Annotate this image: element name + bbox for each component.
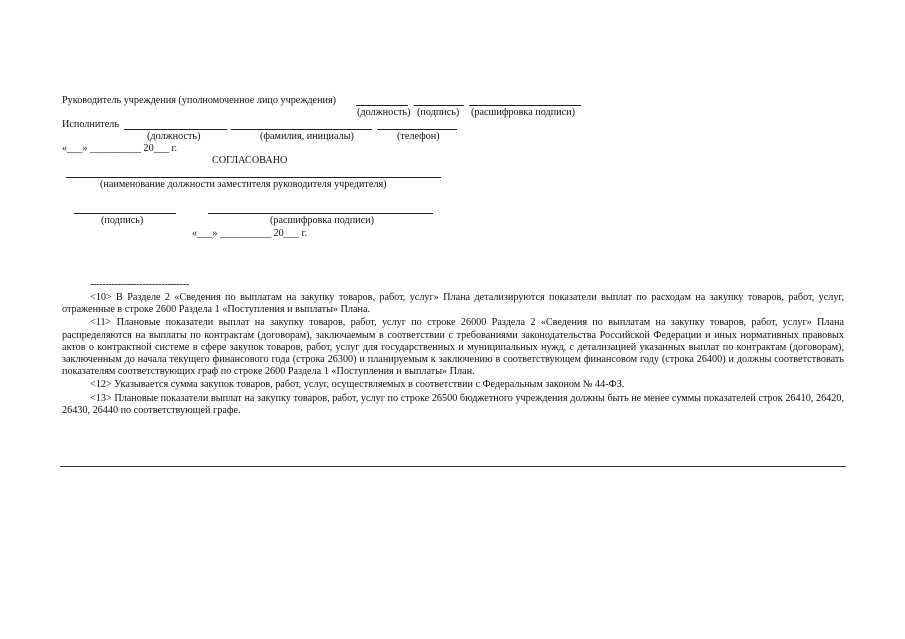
footnotes-block <box>62 292 844 418</box>
approval-signature-caption: (подпись) <box>101 215 144 226</box>
page-bottom-rule <box>60 466 846 467</box>
approval-decoding-line <box>208 213 433 214</box>
footnote-12: <12> Указывается сумма закупок товаров, работ, услуг, осуществляемых в соответствии с Федеральным законом № 44-ФЗ. <box>90 379 625 391</box>
executor-label: Исполнитель <box>62 119 119 130</box>
approval-deputy-line <box>66 177 441 178</box>
head-decoding-caption: (расшифровка подписи) <box>471 107 575 118</box>
head-signature-line <box>414 105 464 106</box>
footnote-10: <10> В Разделе 2 «Сведения по выплатам на закупку товаров, работ, услуг» Плана детализируются показатели выплат по расходам на закупку товаров, работ, услуг, отраженные в строке 2600 Раздела 1 «Поступления и выплаты» Плана. <box>62 292 844 316</box>
head-signature-caption: (подпись) <box>417 107 460 118</box>
approval-signature-line <box>74 213 176 214</box>
head-position-line <box>356 105 408 106</box>
head-position-caption: (должность) <box>357 107 411 118</box>
approval-date-line: «___» __________ 20___ г. <box>192 228 308 239</box>
footnote-11: <11> Плановые показатели выплат на закупку товаров, работ, услуг по строке 26000 Раздела 2 «Сведения по выплатам на закупку товаров, работ, услуг» Плана распределяются на выплаты по контрактам (договорам), заключаемым в соответствии с требованиями законодательства Российской Федерации и иных нормативных правовых актов о контрактной системе в сфере закупок товаров, работ, услуг для государственных и муниципальных нужд, с детализацией указанных выплат по контрактам (договорам), заключенным до начала текущего финансового года (строка 26300) и планируемым к заключению в соответствующем финансовом году (строка 26400) и должны соответствовать показателям соответствующих граф по строке 2600 Раздела 1 «Поступления и выплаты» План. <box>62 317 844 378</box>
approval-decoding-caption: (расшифровка подписи) <box>270 215 374 226</box>
head-decoding-line <box>469 105 581 106</box>
executor-date-line: «___» __________ 20___ г. <box>62 143 178 154</box>
executor-phone-caption: (телефон) <box>397 131 440 142</box>
executor-position-caption: (должность) <box>147 131 201 142</box>
approval-title: СОГЛАСОВАНО <box>212 155 288 166</box>
executor-phone-line <box>377 129 457 130</box>
head-label: Руководитель учреждения (уполномоченное лицо учреждения) <box>62 95 337 106</box>
executor-name-line <box>231 129 372 130</box>
footnote-separator: -------------------------------- <box>90 279 189 290</box>
footnote-13: <13> Плановые показатели выплат на закупку товаров, работ, услуг по строке 26500 бюджетного учреждения должны быть не менее суммы показателей строк 26410, 26420, 26430, 26440 по соответствующей графе. <box>62 392 844 416</box>
executor-position-line <box>124 129 227 130</box>
approval-deputy-caption: (наименование должности заместителя руководителя учредителя) <box>100 179 387 190</box>
executor-name-caption: (фамилия, инициалы) <box>260 131 354 142</box>
